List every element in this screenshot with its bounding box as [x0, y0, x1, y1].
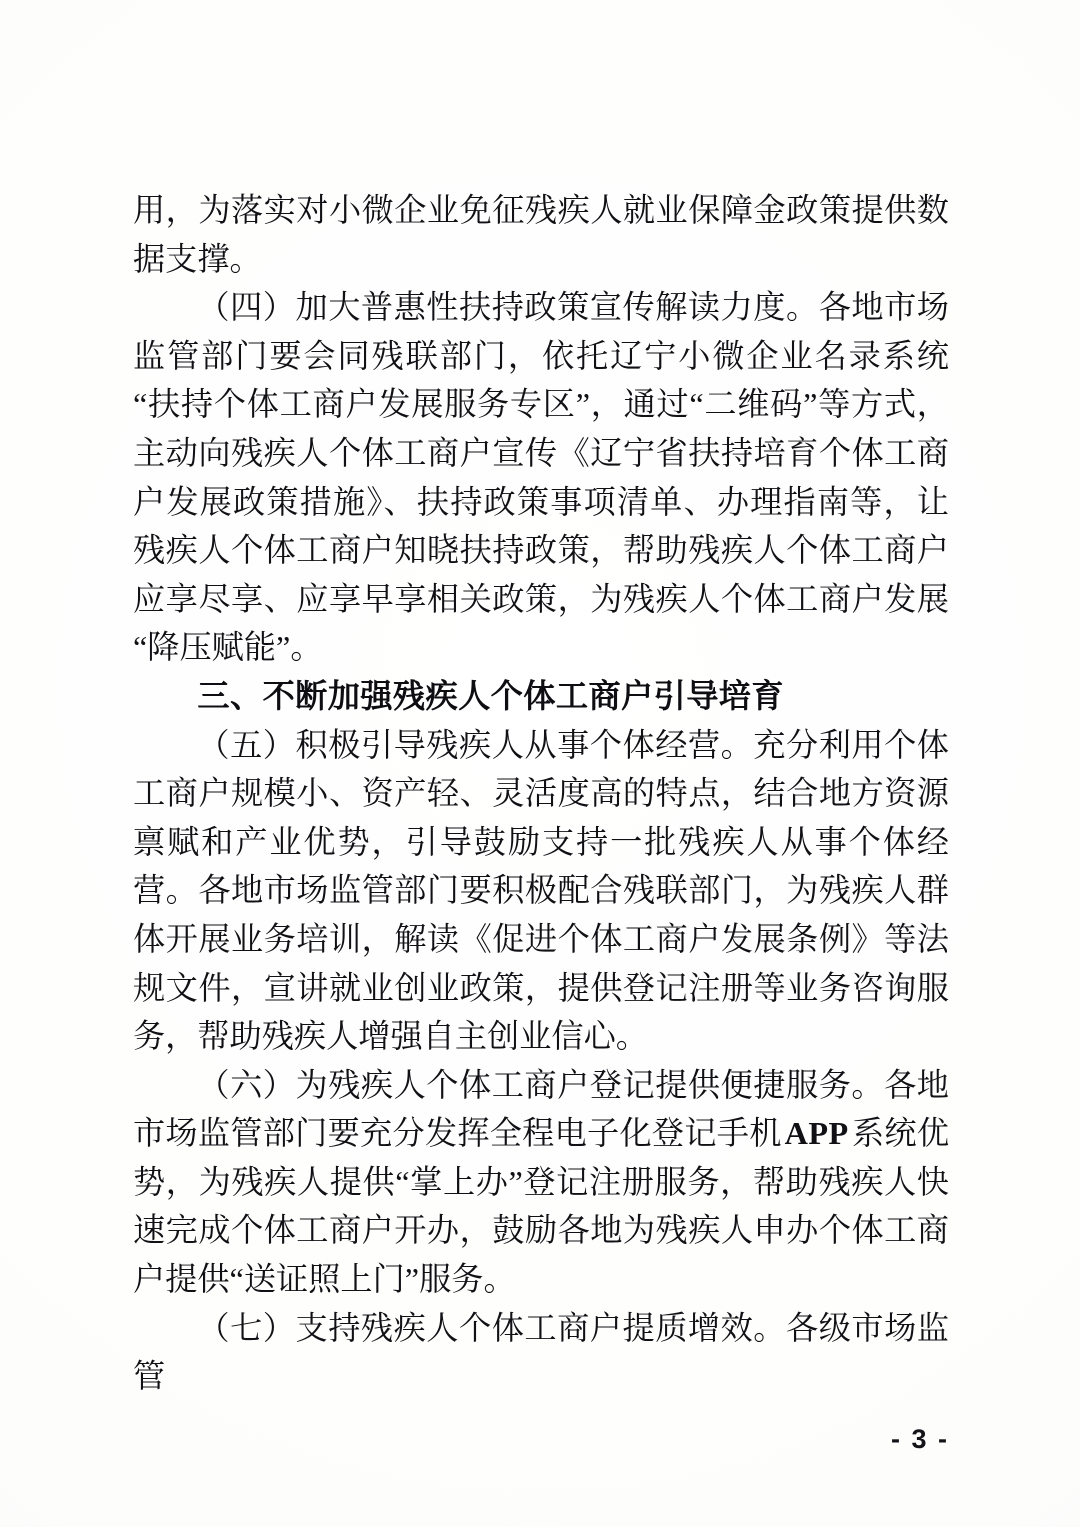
document-text-block	[133, 186, 949, 1401]
paragraph-continued: 用，为落实对小微企业免征残疾人就业保障金政策提供数据支撑。	[133, 192, 949, 277]
paragraph-item-seven: （七）支持残疾人个体工商户提质增效。各级市场监管	[133, 1309, 949, 1395]
section-heading-three: 三、不断加强残疾人个体工商户引导培育	[197, 677, 784, 714]
paragraph-item-six-emphasis-app: APP	[784, 1115, 849, 1152]
paragraph-item-six-part2: 系统优势，为残疾人提供“掌上办”登记注册服务，帮助残疾人快速完成个体工商户开办，鼓励各地为残疾人申办个体工商户提供“送证照上门”服务。	[133, 1115, 950, 1298]
paragraph-item-four: （四）加大普惠性扶持政策宣传解读力度。各地市场监管部门要会同残联部门，依托辽宁小微企业名录系统“扶持个体工商户发展服务专区”，通过“二维码”等方式，主动向残疾人个体工商户宣传《辽宁省扶持培育个体工商户发展政策措施》、扶持政策事项清单、办理指南等，让残疾人个体工商户知晓扶持政策，帮助残疾人个体工商户应享尽享、应享早享相关政策，为残疾人个体工商户发展“降压赋能”。	[133, 289, 949, 666]
page-footer	[0, 1424, 1080, 1455]
paragraph-item-six-part1: （六）为残疾人个体工商户登记提供便捷服务。各地市场监管部门要充分发挥全程电子化登记手机	[133, 1066, 949, 1152]
paragraph-item-six	[133, 1061, 949, 1304]
page-number: - 3 -	[890, 1424, 949, 1454]
paragraph-item-five: （五）积极引导残疾人从事个体经营。充分利用个体工商户规模小、资产轻、灵活度高的特点，结合地方资源禀赋和产业优势，引导鼓励支持一批残疾人从事个体经营。各地市场监管部门要积极配合残联部门，为残疾人群体开展业务培训，解读《促进个体工商户发展条例》等法规文件，宣讲就业创业政策，提供登记注册等业务咨询服务，帮助残疾人增强自主创业信心。	[133, 726, 949, 1055]
